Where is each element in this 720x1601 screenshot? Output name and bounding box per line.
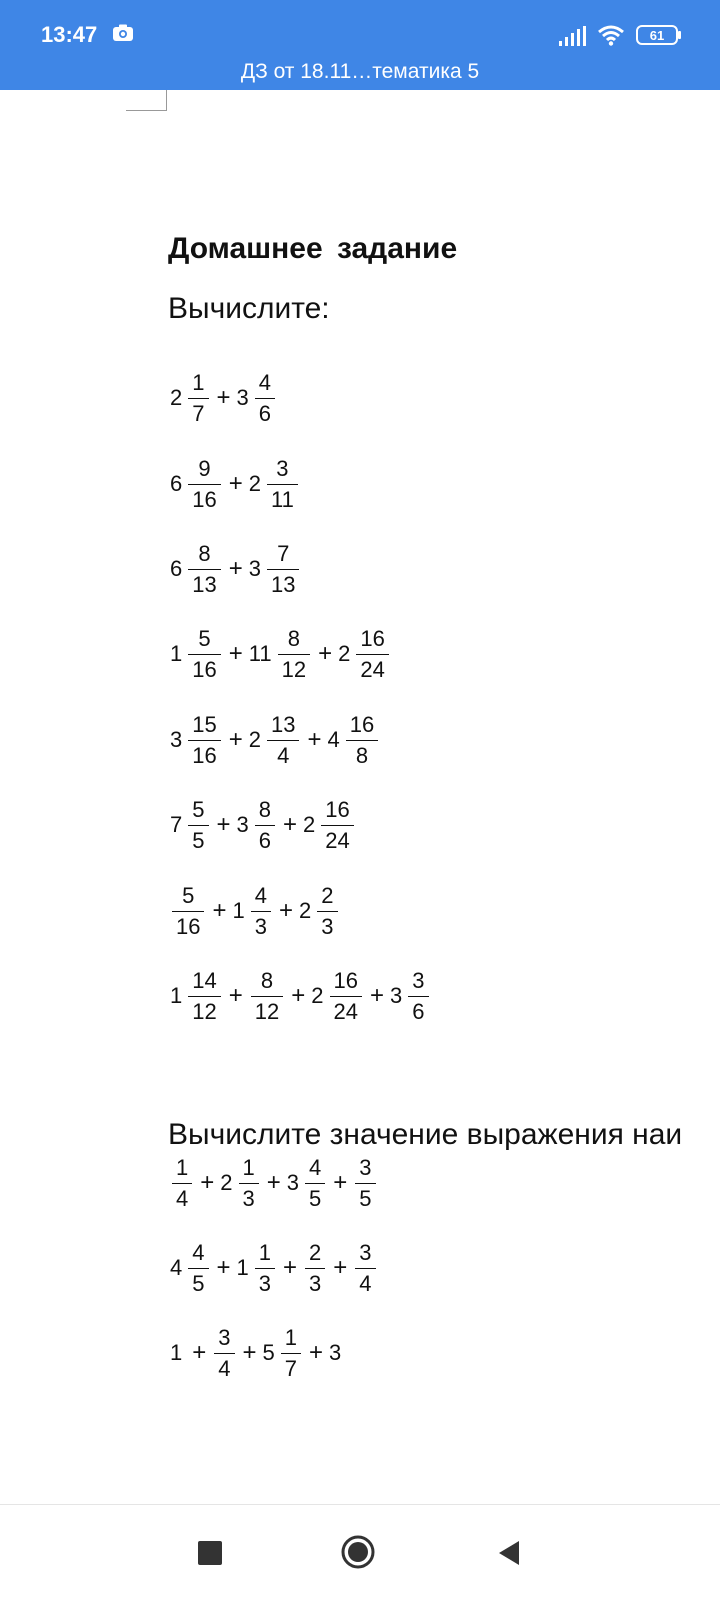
clock: 13:47 xyxy=(41,22,98,47)
numerator: 1 xyxy=(176,1154,189,1180)
fraction xyxy=(346,710,378,771)
denominator: 6 xyxy=(412,998,425,1024)
denominator: 7 xyxy=(284,1355,298,1381)
integer: 3 xyxy=(329,1340,342,1365)
whole-part: 2 xyxy=(220,1170,233,1195)
math-expression xyxy=(170,876,340,946)
numerator: 16 xyxy=(333,967,358,993)
whole-part: 1 xyxy=(170,641,183,666)
operator: + xyxy=(228,470,243,497)
operator: + xyxy=(291,982,306,1009)
denominator: 16 xyxy=(192,656,217,682)
denominator: 24 xyxy=(360,656,385,682)
fraction xyxy=(267,454,298,515)
operator: + xyxy=(212,897,227,924)
numerator: 2 xyxy=(309,1239,322,1265)
math-expression xyxy=(170,619,391,689)
page-corner-mark xyxy=(126,90,167,111)
fraction xyxy=(278,624,310,685)
numerator: 3 xyxy=(218,1324,231,1350)
denominator: 13 xyxy=(192,571,217,597)
fraction xyxy=(305,1238,325,1299)
denominator: 7 xyxy=(192,400,205,426)
battery-level: 61 xyxy=(636,25,678,45)
math-expression xyxy=(170,790,356,860)
denominator: 4 xyxy=(359,1270,372,1296)
denominator: 5 xyxy=(309,1185,322,1211)
operator: + xyxy=(200,1169,215,1196)
denominator: 8 xyxy=(355,742,369,768)
page-heading: Домашнее задание xyxy=(168,232,458,265)
denominator: 4 xyxy=(218,1355,231,1381)
numerator: 8 xyxy=(260,967,274,993)
document-title: ДЗ от 18.11…тематика 5 xyxy=(240,60,480,83)
fraction xyxy=(188,795,208,856)
camera-icon xyxy=(112,24,134,42)
operator: + xyxy=(192,1339,207,1366)
fraction xyxy=(267,539,299,600)
navigation-bar xyxy=(0,1504,720,1601)
fraction xyxy=(188,454,220,515)
operator: + xyxy=(333,1254,348,1281)
numerator: 16 xyxy=(349,711,375,737)
numerator: 3 xyxy=(359,1154,372,1180)
operator: + xyxy=(228,640,243,667)
fraction xyxy=(188,966,220,1027)
operator: + xyxy=(228,555,243,582)
whole-part: 3 xyxy=(236,812,249,837)
battery-indicator xyxy=(636,25,680,45)
fraction xyxy=(172,881,204,942)
section-label-2: Вычислите значение выражения наи xyxy=(168,1118,683,1151)
whole-part: 2 xyxy=(170,385,183,410)
fraction xyxy=(188,624,220,685)
math-expression xyxy=(170,961,431,1031)
denominator: 5 xyxy=(192,1270,205,1296)
denominator: 12 xyxy=(192,998,217,1024)
back-button[interactable] xyxy=(495,1539,521,1567)
numerator: 14 xyxy=(192,967,217,993)
denominator: 4 xyxy=(176,1185,189,1211)
numerator: 13 xyxy=(271,711,296,737)
fraction xyxy=(330,966,362,1027)
numerator: 1 xyxy=(192,369,205,395)
denominator: 3 xyxy=(321,913,334,939)
denominator: 16 xyxy=(192,742,217,768)
numerator: 7 xyxy=(277,540,290,566)
wifi-icon xyxy=(597,24,625,46)
fraction xyxy=(188,368,208,429)
numerator: 5 xyxy=(198,625,211,651)
numerator: 3 xyxy=(412,967,425,993)
numerator: 16 xyxy=(360,625,385,651)
fraction xyxy=(188,1238,208,1299)
whole-part: 3 xyxy=(248,556,261,581)
status-title-bar xyxy=(0,0,720,90)
whole-part: 6 xyxy=(170,556,183,581)
home-button[interactable] xyxy=(341,1535,375,1569)
denominator: 3 xyxy=(242,1185,255,1211)
whole-part: 3 xyxy=(170,727,183,752)
denominator: 5 xyxy=(359,1185,372,1211)
operator: + xyxy=(318,640,333,667)
math-expression xyxy=(170,705,380,775)
denominator: 11 xyxy=(271,486,294,512)
denominator: 3 xyxy=(254,913,267,939)
numerator: 3 xyxy=(276,455,289,481)
whole-part: 1 xyxy=(170,983,183,1008)
whole-part: 2 xyxy=(299,898,312,923)
fraction xyxy=(321,795,353,856)
whole-part: 2 xyxy=(248,471,261,496)
fraction xyxy=(251,881,271,942)
fraction xyxy=(255,795,275,856)
fraction xyxy=(267,710,299,771)
numerator: 8 xyxy=(198,540,211,566)
denominator: 6 xyxy=(258,400,272,426)
numerator: 1 xyxy=(284,1324,298,1350)
whole-part: 3 xyxy=(236,385,249,410)
fraction xyxy=(188,539,220,600)
whole-part: 3 xyxy=(286,1170,300,1195)
numerator: 4 xyxy=(309,1154,322,1180)
battery-nub xyxy=(678,31,681,39)
fraction xyxy=(305,1153,325,1214)
math-expression xyxy=(170,1318,345,1388)
whole-part: 4 xyxy=(170,1255,183,1280)
numerator: 1 xyxy=(258,1239,272,1265)
denominator: 6 xyxy=(258,827,272,853)
operator: + xyxy=(242,1339,257,1366)
math-expression xyxy=(170,1148,378,1218)
numerator: 3 xyxy=(359,1239,372,1265)
denominator: 5 xyxy=(192,827,205,853)
math-expression xyxy=(170,363,277,433)
fraction xyxy=(255,1238,275,1299)
fraction xyxy=(281,1323,301,1384)
operator: + xyxy=(228,982,243,1009)
fraction xyxy=(251,966,283,1027)
denominator: 3 xyxy=(309,1270,322,1296)
math-expression xyxy=(170,449,300,519)
numerator: 8 xyxy=(287,625,300,651)
fraction xyxy=(355,1153,375,1214)
numerator: 16 xyxy=(325,796,350,822)
fraction xyxy=(214,1323,234,1384)
operator: + xyxy=(283,1254,298,1281)
fraction xyxy=(408,966,428,1027)
fraction xyxy=(188,710,220,771)
fraction xyxy=(356,624,388,685)
math-expression xyxy=(170,534,301,604)
numerator: 9 xyxy=(198,455,211,481)
recents-button[interactable] xyxy=(198,1541,222,1565)
denominator: 13 xyxy=(271,571,296,597)
denominator: 3 xyxy=(258,1270,272,1296)
operator: + xyxy=(279,897,294,924)
operator: + xyxy=(216,1254,231,1281)
math-expression xyxy=(170,1233,378,1303)
denominator: 16 xyxy=(176,913,201,939)
whole-part: 11 xyxy=(248,641,272,666)
operator: + xyxy=(309,1339,324,1366)
whole-part: 7 xyxy=(170,812,183,837)
operator: + xyxy=(216,384,231,411)
numerator: 2 xyxy=(321,882,334,908)
operator: + xyxy=(369,982,384,1009)
numerator: 5 xyxy=(182,882,195,908)
integer: 1 xyxy=(170,1340,183,1365)
whole-part: 3 xyxy=(390,983,403,1008)
fraction xyxy=(239,1153,259,1214)
fraction xyxy=(317,881,337,942)
whole-part: 6 xyxy=(170,471,183,496)
fraction xyxy=(172,1153,192,1214)
fraction xyxy=(355,1238,375,1299)
whole-part: 2 xyxy=(248,727,261,752)
numerator: 5 xyxy=(192,796,205,822)
denominator: 24 xyxy=(333,998,358,1024)
whole-part: 2 xyxy=(311,983,324,1008)
whole-part: 2 xyxy=(338,641,351,666)
operator: + xyxy=(333,1169,348,1196)
whole-part: 2 xyxy=(303,812,316,837)
fraction xyxy=(255,368,275,429)
signal-icon xyxy=(558,26,586,46)
operator: + xyxy=(307,726,322,753)
whole-part: 5 xyxy=(262,1340,275,1365)
denominator: 12 xyxy=(254,998,280,1024)
numerator: 8 xyxy=(258,796,272,822)
section-label: Вычислите: xyxy=(168,292,330,325)
operator: + xyxy=(266,1169,281,1196)
numerator: 1 xyxy=(242,1154,255,1180)
whole-part: 4 xyxy=(327,727,340,752)
operator: + xyxy=(283,811,298,838)
operator: + xyxy=(228,726,243,753)
whole-part: 1 xyxy=(236,1255,249,1280)
denominator: 12 xyxy=(281,656,307,682)
numerator: 4 xyxy=(258,369,272,395)
operator: + xyxy=(216,811,231,838)
denominator: 16 xyxy=(192,486,217,512)
numerator: 4 xyxy=(254,882,267,908)
numerator: 4 xyxy=(192,1239,205,1265)
whole-part: 1 xyxy=(232,898,245,923)
denominator: 4 xyxy=(277,742,290,768)
numerator: 15 xyxy=(192,711,217,737)
denominator: 24 xyxy=(325,827,350,853)
